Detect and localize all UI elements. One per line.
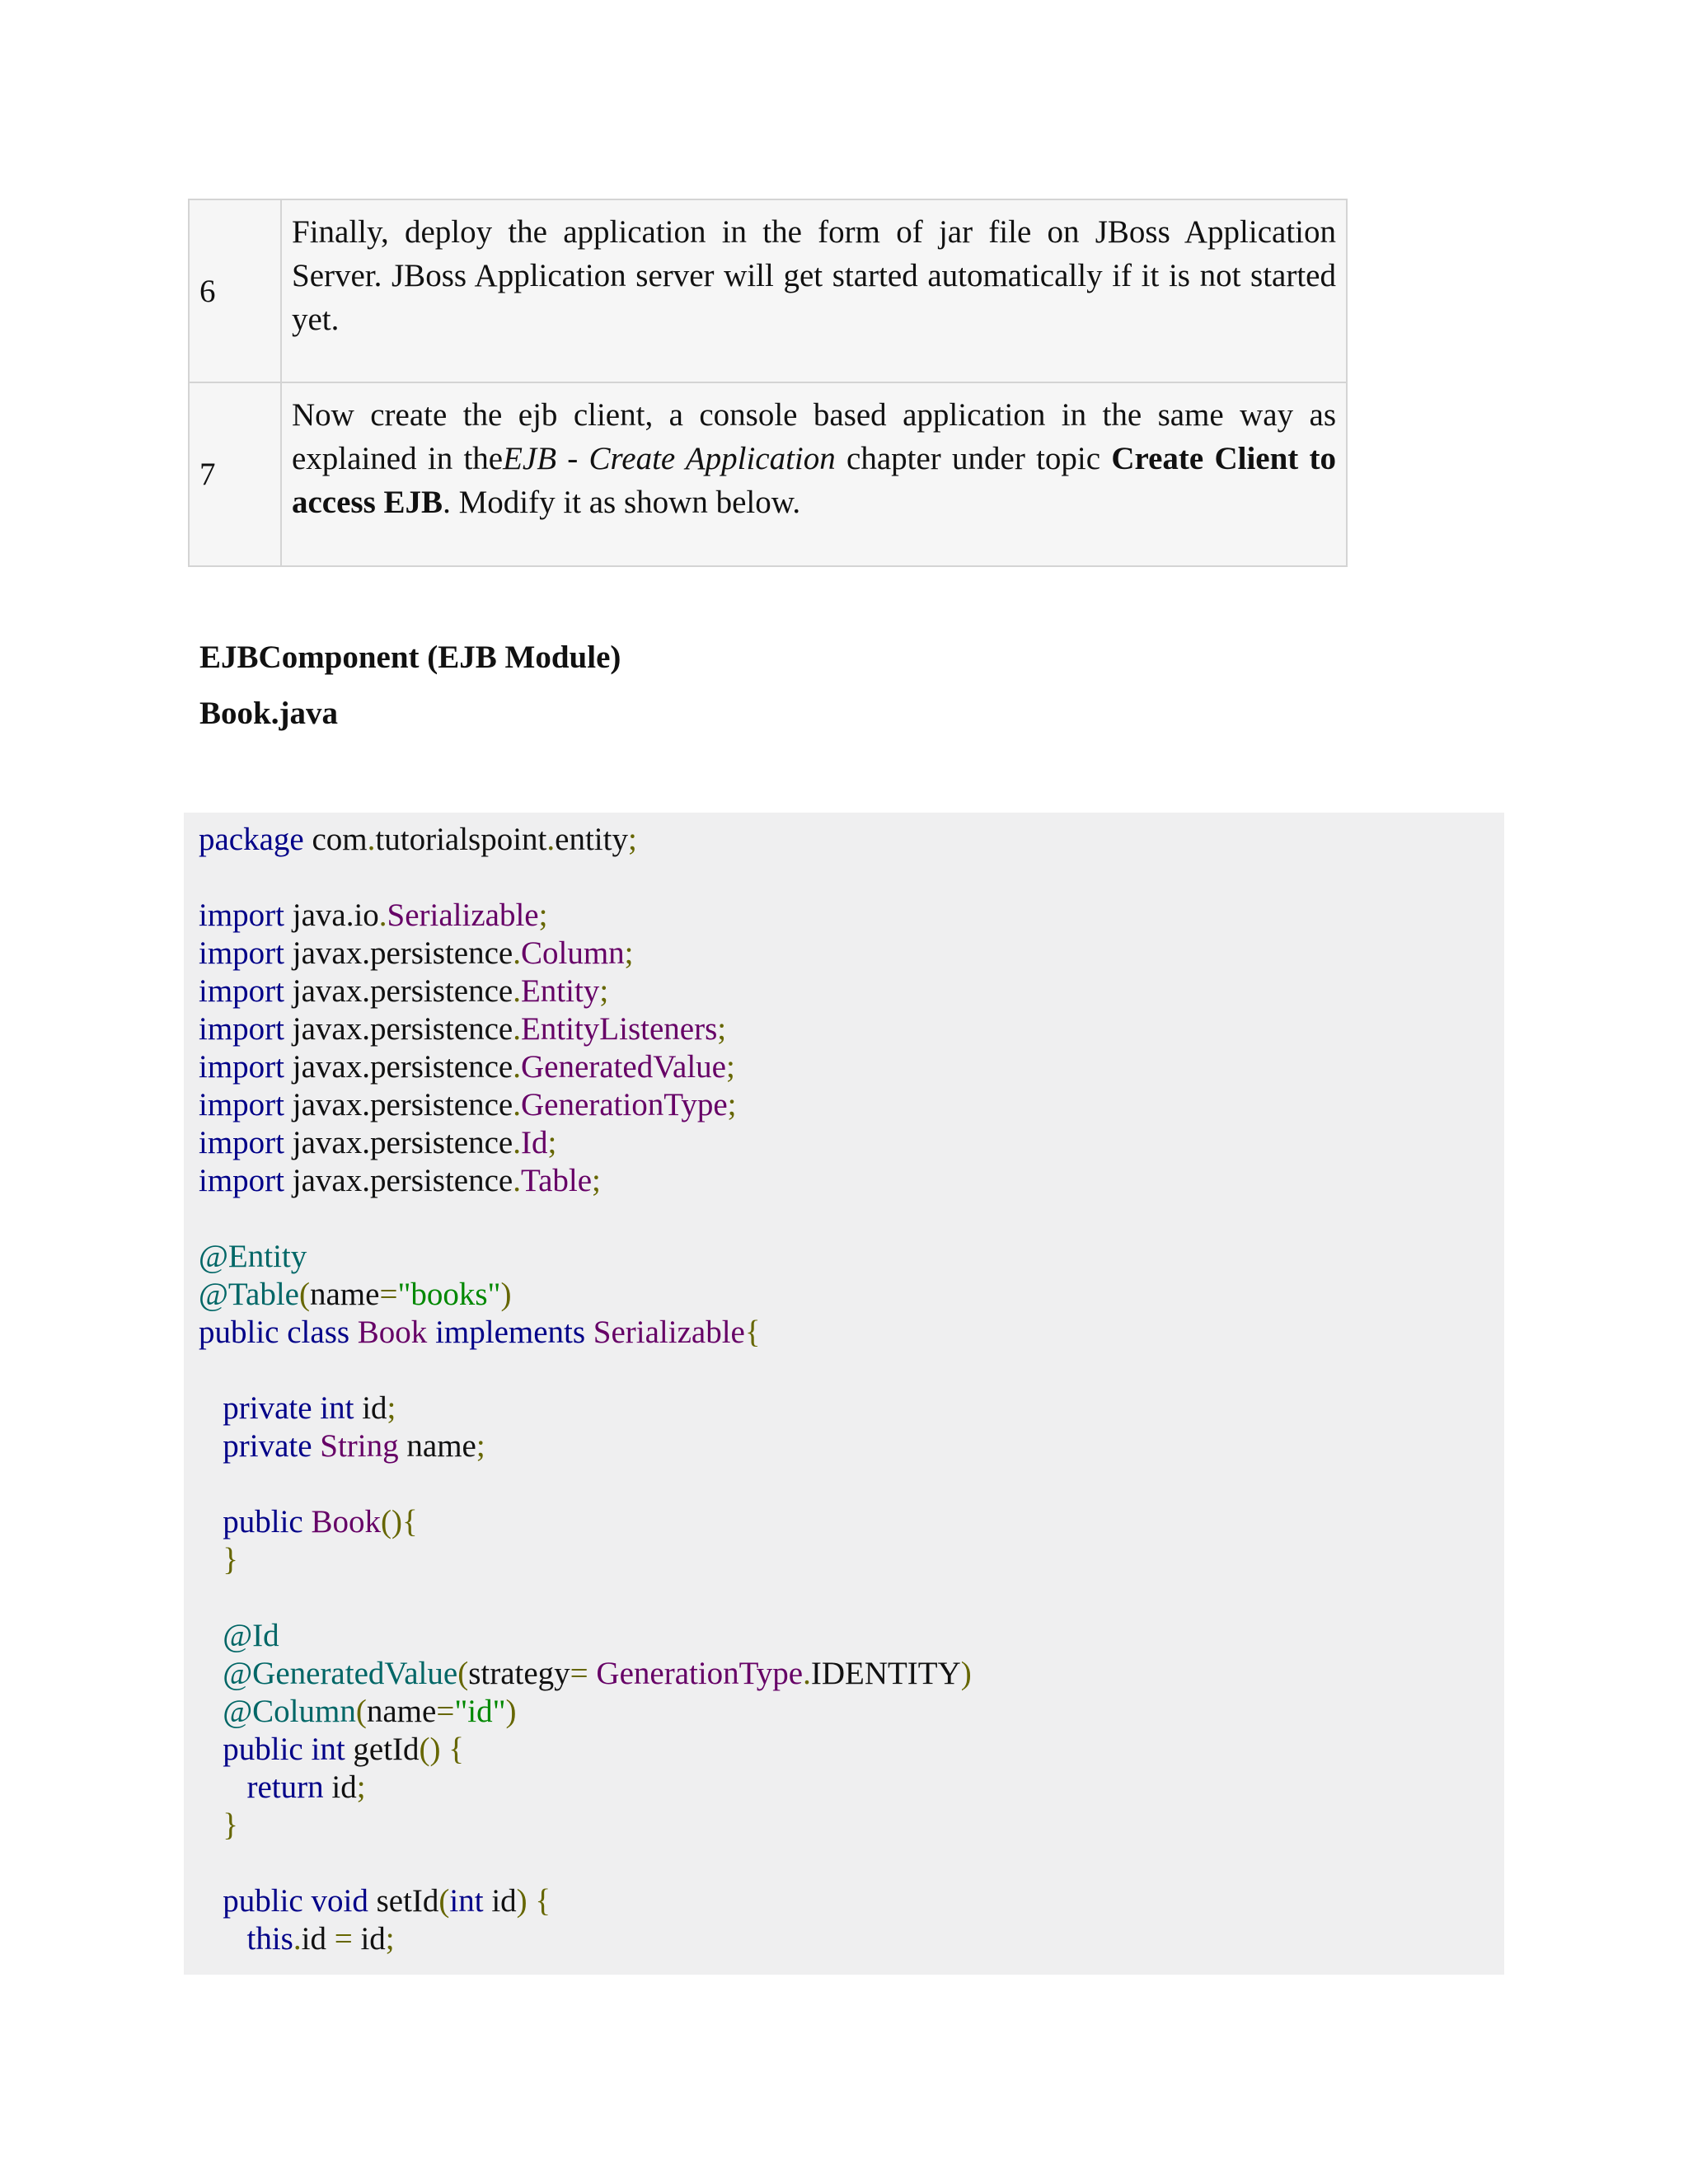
code-line: private int id; [223,1390,396,1426]
code-block [184,813,1504,1975]
code-line: import javax.persistence.EntityListeners; [199,1011,727,1047]
step-text: Finally, deploy the application in the form of jar file on JBoss Application Server. JBoss Application server will get started automatically if it is not started yet. [292,213,1336,337]
code-line: @Entity [199,1239,307,1274]
chapter-reference: EJB - Create Application [503,441,836,476]
table-row [189,199,1347,382]
code-line: return id; [246,1769,366,1805]
code-line [199,1579,1504,1617]
code-line: import javax.persistence.Table; [199,1163,601,1198]
step-text-before: Now create the ejb client, a console based application in the same way as explained in the [292,397,1336,476]
code-line [199,1844,1504,1882]
code-line: } [223,1807,238,1843]
step-text-after: . Modify it as shown below. [443,485,801,520]
code-line: public class Book implements Serializable{ [199,1315,761,1350]
code-line: public Book(){ [223,1504,418,1540]
step-description [281,199,1347,382]
file-heading: Book.java [199,696,338,731]
code-line [199,1465,1504,1503]
code-line: public void setId(int id) { [223,1883,551,1919]
code-line: @Table(name="books") [199,1277,512,1312]
code-line: @GeneratedValue(strategy= GenerationType.IDENTITY) [223,1656,972,1691]
code-line: } [223,1542,238,1577]
code-line: public int getId() { [223,1732,465,1767]
step-number: 7 [189,382,281,566]
code-line: import javax.persistence.Entity; [199,973,609,1009]
code-line: import javax.persistence.Column; [199,935,634,971]
module-heading: EJBComponent (EJB Module) [199,640,621,675]
code-line: import java.io.Serializable; [199,898,548,933]
code-line: import javax.persistence.Id; [199,1125,557,1160]
code-line: package com.tutorialspoint.entity; [199,822,637,857]
table-row [189,382,1347,566]
step-text-middle: chapter under topic [835,441,1112,476]
steps-table [188,199,1348,567]
code-line [199,1352,1504,1390]
code-listing [184,813,1504,1958]
code-line: private String name; [223,1428,485,1464]
code-line: this.id = id; [246,1921,395,1957]
code-line: import javax.persistence.GenerationType; [199,1087,737,1122]
step-number: 6 [189,199,281,382]
code-line: @Column(name="id") [223,1694,517,1729]
code-line: import javax.persistence.GeneratedValue; [199,1049,735,1085]
topic-reference: Create Client to access EJB [292,441,1337,520]
code-line [199,859,1504,897]
code-line [199,1200,1504,1238]
step-text [292,393,1336,524]
step-description [281,382,1347,566]
code-line: @Id [223,1618,279,1653]
